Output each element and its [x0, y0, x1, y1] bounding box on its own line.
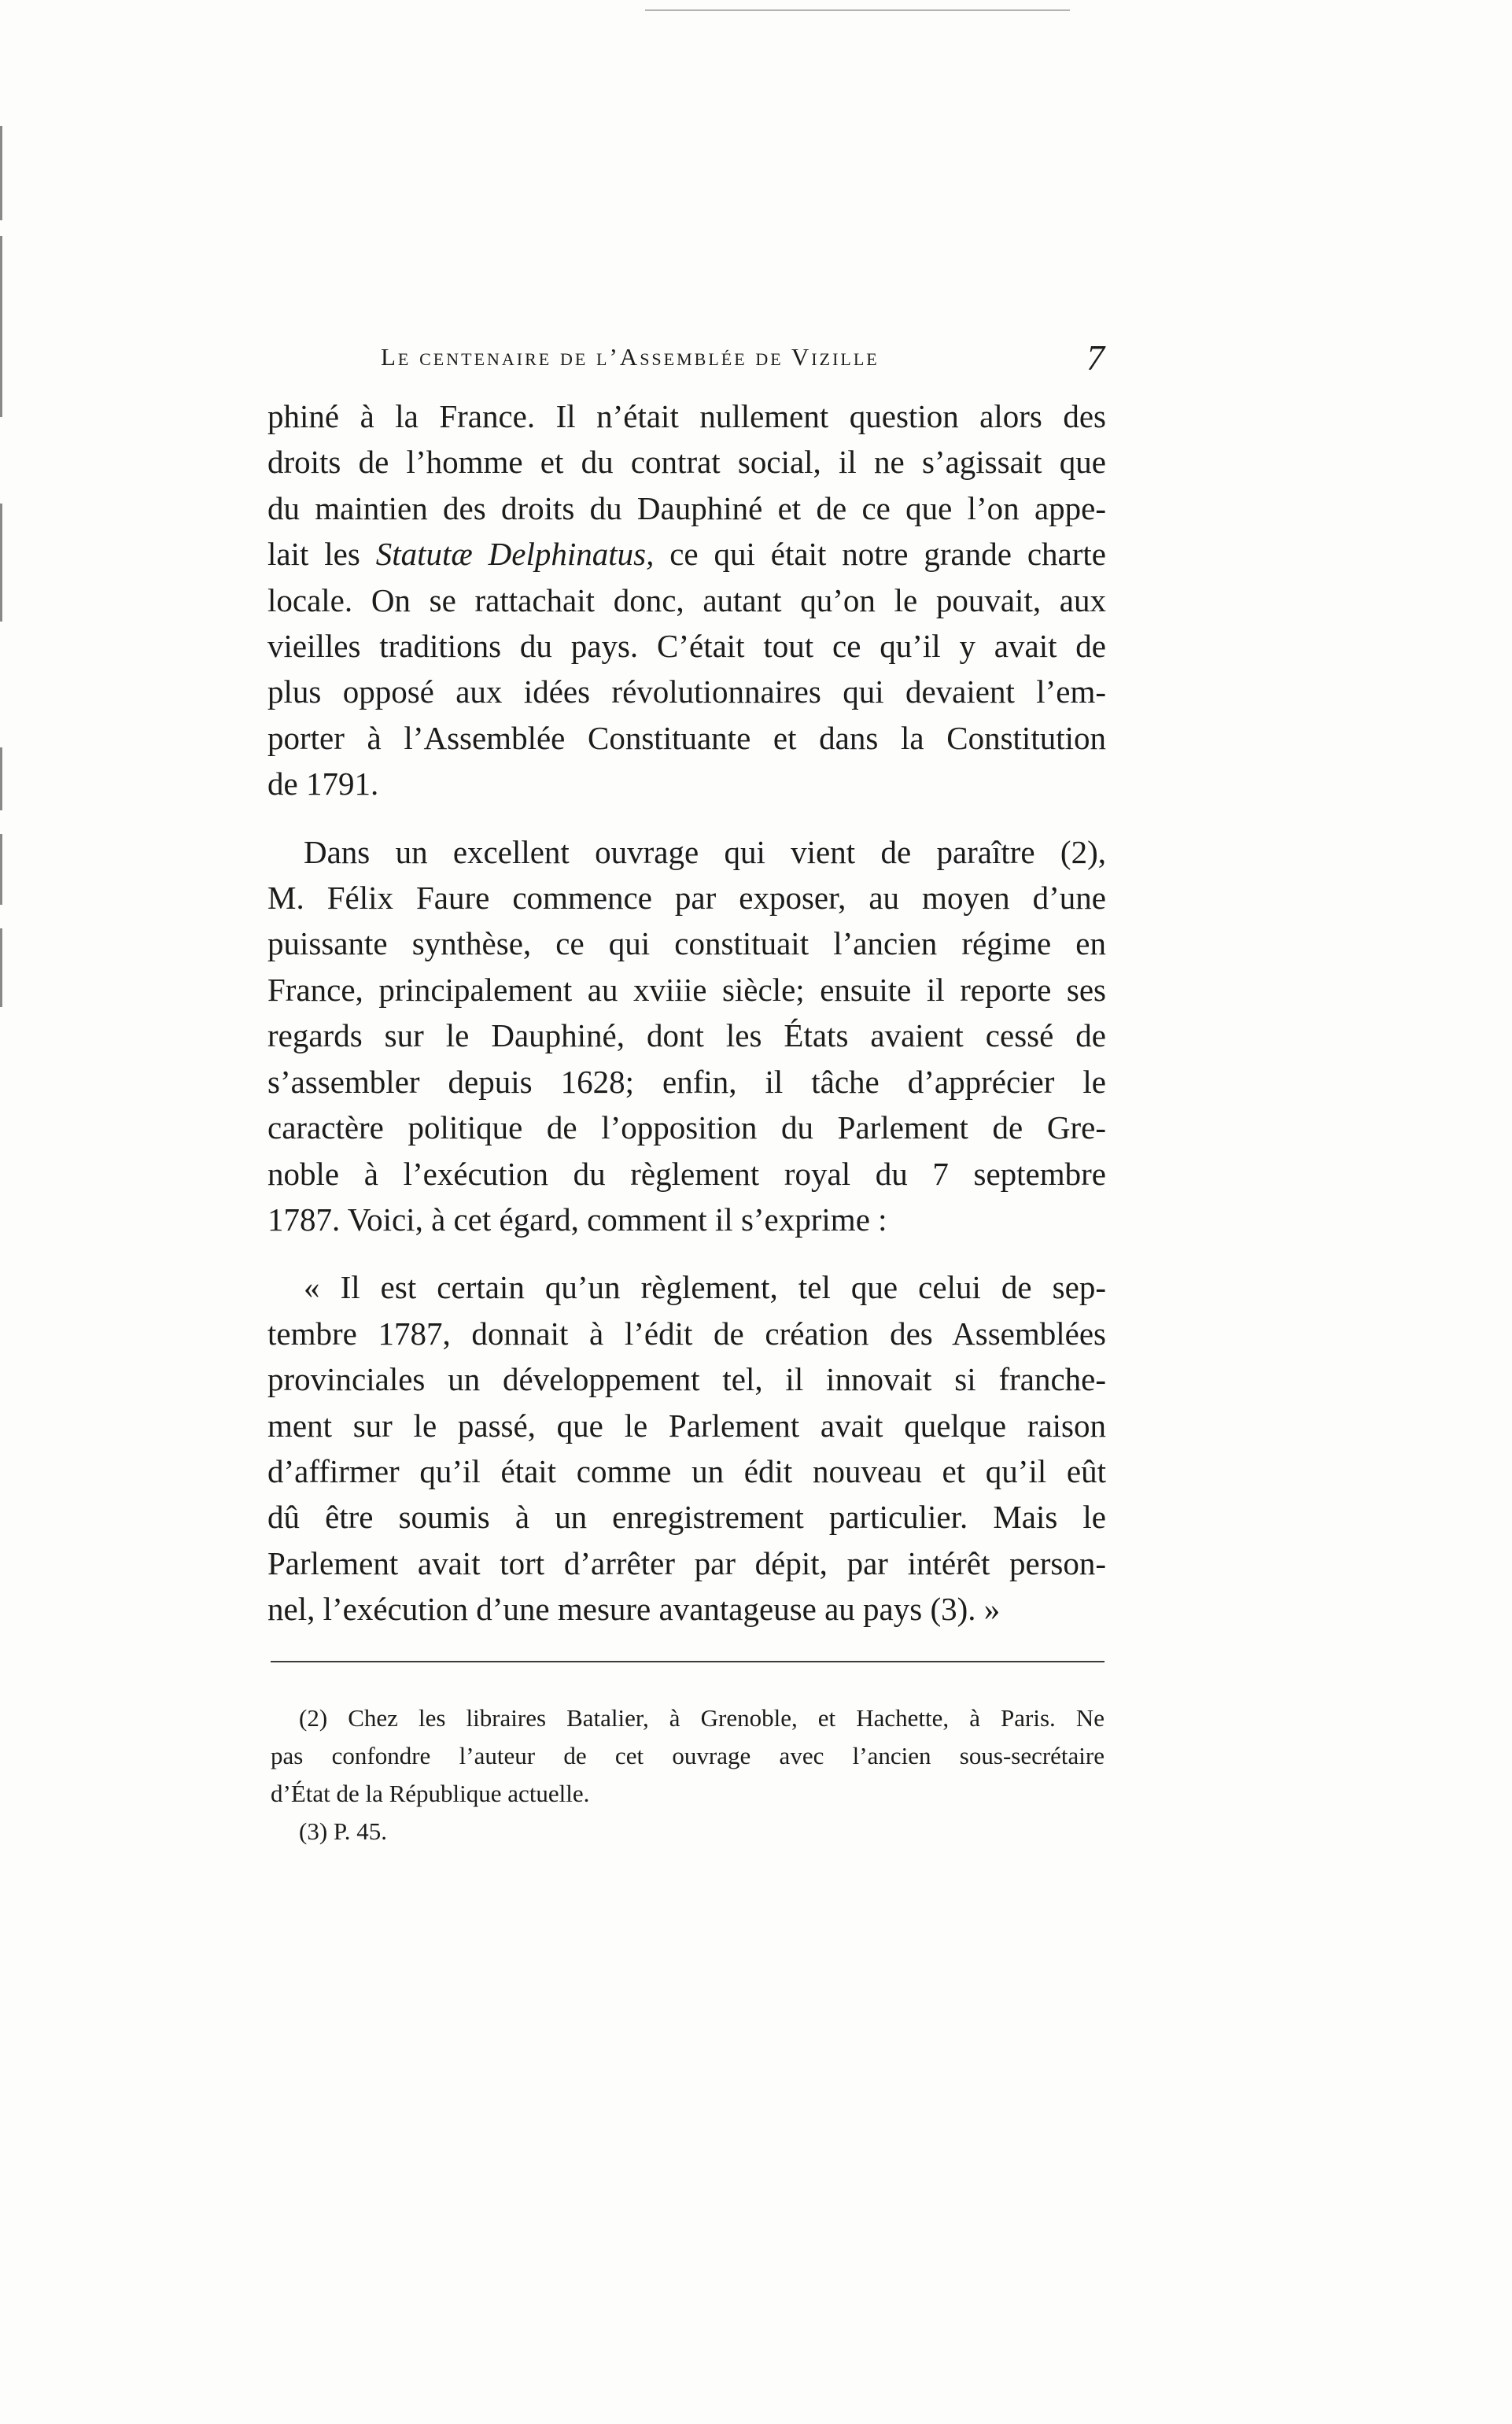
text-line: du maintien des droits du Dauphiné et de ce que l’on appe- — [267, 489, 1106, 526]
footnote-line: d’État de la République actuelle. — [271, 1780, 590, 1807]
text-run: lait les — [267, 536, 376, 573]
scan-artifact — [0, 747, 2, 810]
scan-artifact — [0, 126, 2, 220]
text-line: plus opposé aux idées révolutionnaires qui devaient l’em- — [267, 673, 1106, 710]
text-line: s’assembler depuis 1628; enfin, il tâche d’apprécier le — [267, 1063, 1106, 1100]
main-text — [267, 393, 1106, 1633]
italic-title: Statutæ Delphinatus, — [375, 536, 655, 573]
scan-artifact — [0, 504, 2, 622]
text-line: dû être soumis à un enregistrement particulier. Mais le — [267, 1499, 1106, 1536]
footnote-2 — [271, 1699, 1104, 1813]
text-line: tembre 1787, donnait à l’édit de création des Assemblées — [267, 1315, 1106, 1352]
footnote-3: (3) P. 45. — [299, 1817, 387, 1845]
text-line: porter à l’Assemblée Constituante et dans la Constitution — [267, 719, 1106, 756]
text-line: nel, l’exécution d’une mesure avantageuse au pays (3). » — [267, 1591, 1001, 1628]
running-header — [381, 337, 1104, 384]
footnote-line: pas confondre l’auteur de cet ouvrage avec l’ancien sous-secrétaire — [271, 1742, 1104, 1769]
scan-artifact — [0, 928, 2, 1007]
scan-artifact — [0, 834, 2, 905]
text-line: de 1791. — [267, 766, 379, 802]
text-line: puissante synthèse, ce qui constituait l’ancien régime en — [267, 925, 1106, 962]
scan-artifact — [645, 9, 1070, 11]
text-line: Dans un excellent ouvrage qui vient de paraître (2), — [304, 833, 1106, 870]
text-line: vieilles traditions du pays. C’était tout ce qu’il y avait de — [267, 628, 1106, 665]
text-line: caractère politique de l’opposition du Parlement de Gre- — [267, 1109, 1106, 1146]
scan-artifact — [0, 236, 2, 417]
text-line: ment sur le passé, que le Parlement avait quelque raison — [267, 1407, 1106, 1444]
text-line: droits de l’homme et du contrat social, il ne s’agissait que — [267, 444, 1106, 481]
text-line: noble à l’exécution du règlement royal du 7 septembre — [267, 1155, 1106, 1192]
text-line: provinciales un développement tel, il innovait si franche- — [267, 1361, 1106, 1398]
footnote-line: (2) Chez les libraires Batalier, à Grenoble, et Hachette, à Paris. Ne — [299, 1704, 1104, 1732]
footnote-rule — [271, 1661, 1104, 1662]
text-line-with-italic — [267, 531, 1106, 577]
text-line: 1787. Voici, à cet égard, comment il s’exprime : — [267, 1201, 887, 1238]
text-run: ce qui était notre grande charte — [654, 536, 1106, 573]
text-line: regards sur le Dauphiné, dont les États avaient cessé de — [267, 1017, 1106, 1054]
paragraph-1 — [267, 393, 1106, 807]
text-line: locale. On se rattachait donc, autant qu’on le pouvait, aux — [267, 581, 1106, 618]
text-line: M. Félix Faure commence par exposer, au moyen d’une — [267, 880, 1106, 917]
text-line: France, principalement au xviiie siècle; ensuite il reporte ses — [267, 971, 1106, 1008]
running-title: Le centenaire de l’Assemblée de Vizille — [381, 343, 880, 371]
text-line: d’affirmer qu’il était comme un édit nouveau et qu’il eût — [267, 1452, 1106, 1489]
page-number: 7 — [1086, 338, 1104, 378]
text-line: phiné à la France. Il n’était nullement question alors des — [267, 398, 1106, 434]
paragraph-3-quote — [267, 1264, 1106, 1632]
footnotes — [271, 1699, 1104, 1850]
paragraph-2 — [267, 829, 1106, 1243]
text-line: Parlement avait tort d’arrêter par dépit, par intérêt person- — [267, 1544, 1106, 1581]
text-line: « Il est certain qu’un règlement, tel que celui de sep- — [304, 1269, 1106, 1306]
